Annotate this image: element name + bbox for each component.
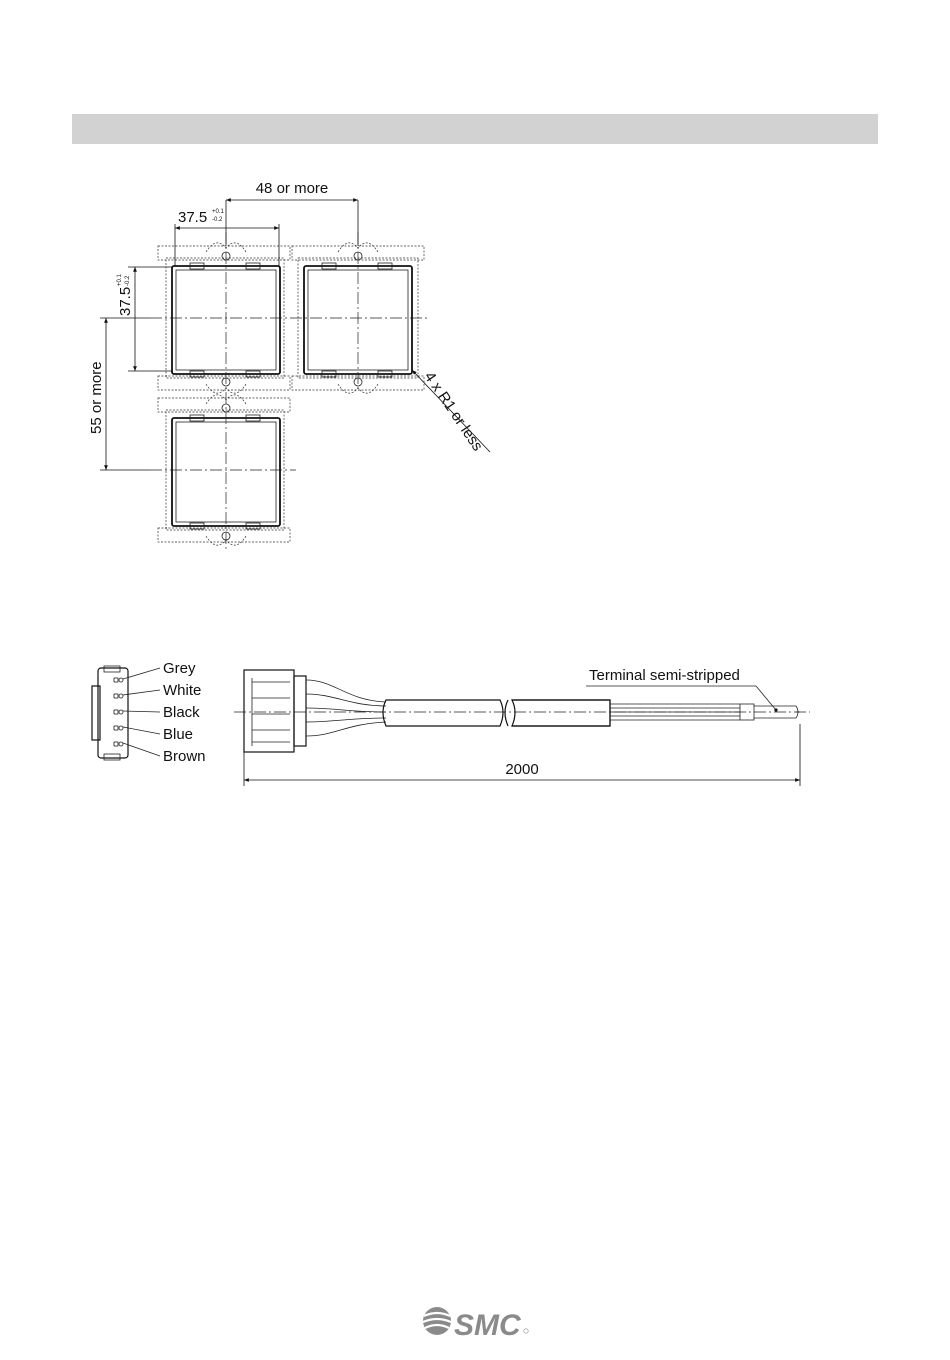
dim-width-tol-upper: +0.1 — [212, 209, 224, 215]
corner-radius-note: 4 x R1 or less — [420, 368, 487, 455]
smc-logo — [423, 1307, 528, 1342]
dim-width-value: 37.5 — [178, 209, 208, 226]
cable-length-dimension: 2000 — [505, 761, 539, 778]
dim-width-tol-lower: -0.2 — [212, 217, 223, 223]
dim-pitch-horizontal: 48 or more — [255, 180, 329, 197]
dim-height-tol-lower: -0.2 — [125, 275, 131, 286]
dim-height-value: 37.5 — [117, 286, 134, 316]
dim-pitch-vertical: 55 or more — [88, 361, 105, 434]
cable-side-view — [234, 667, 810, 786]
wire-color-black: Black — [163, 704, 200, 721]
wire-color-white: White — [163, 682, 202, 699]
terminal-semi-stripped-note: Terminal semi-stripped — [589, 667, 740, 684]
brand-wordmark: SMC — [454, 1309, 521, 1342]
wire-color-grey: Grey — [163, 660, 196, 677]
connector-front-view — [92, 660, 206, 765]
panel-cutout-diagram — [88, 180, 490, 552]
wire-color-brown: Brown — [163, 748, 206, 765]
wire-color-blue: Blue — [163, 726, 194, 743]
dim-height-tol-upper: +0.1 — [117, 274, 123, 286]
